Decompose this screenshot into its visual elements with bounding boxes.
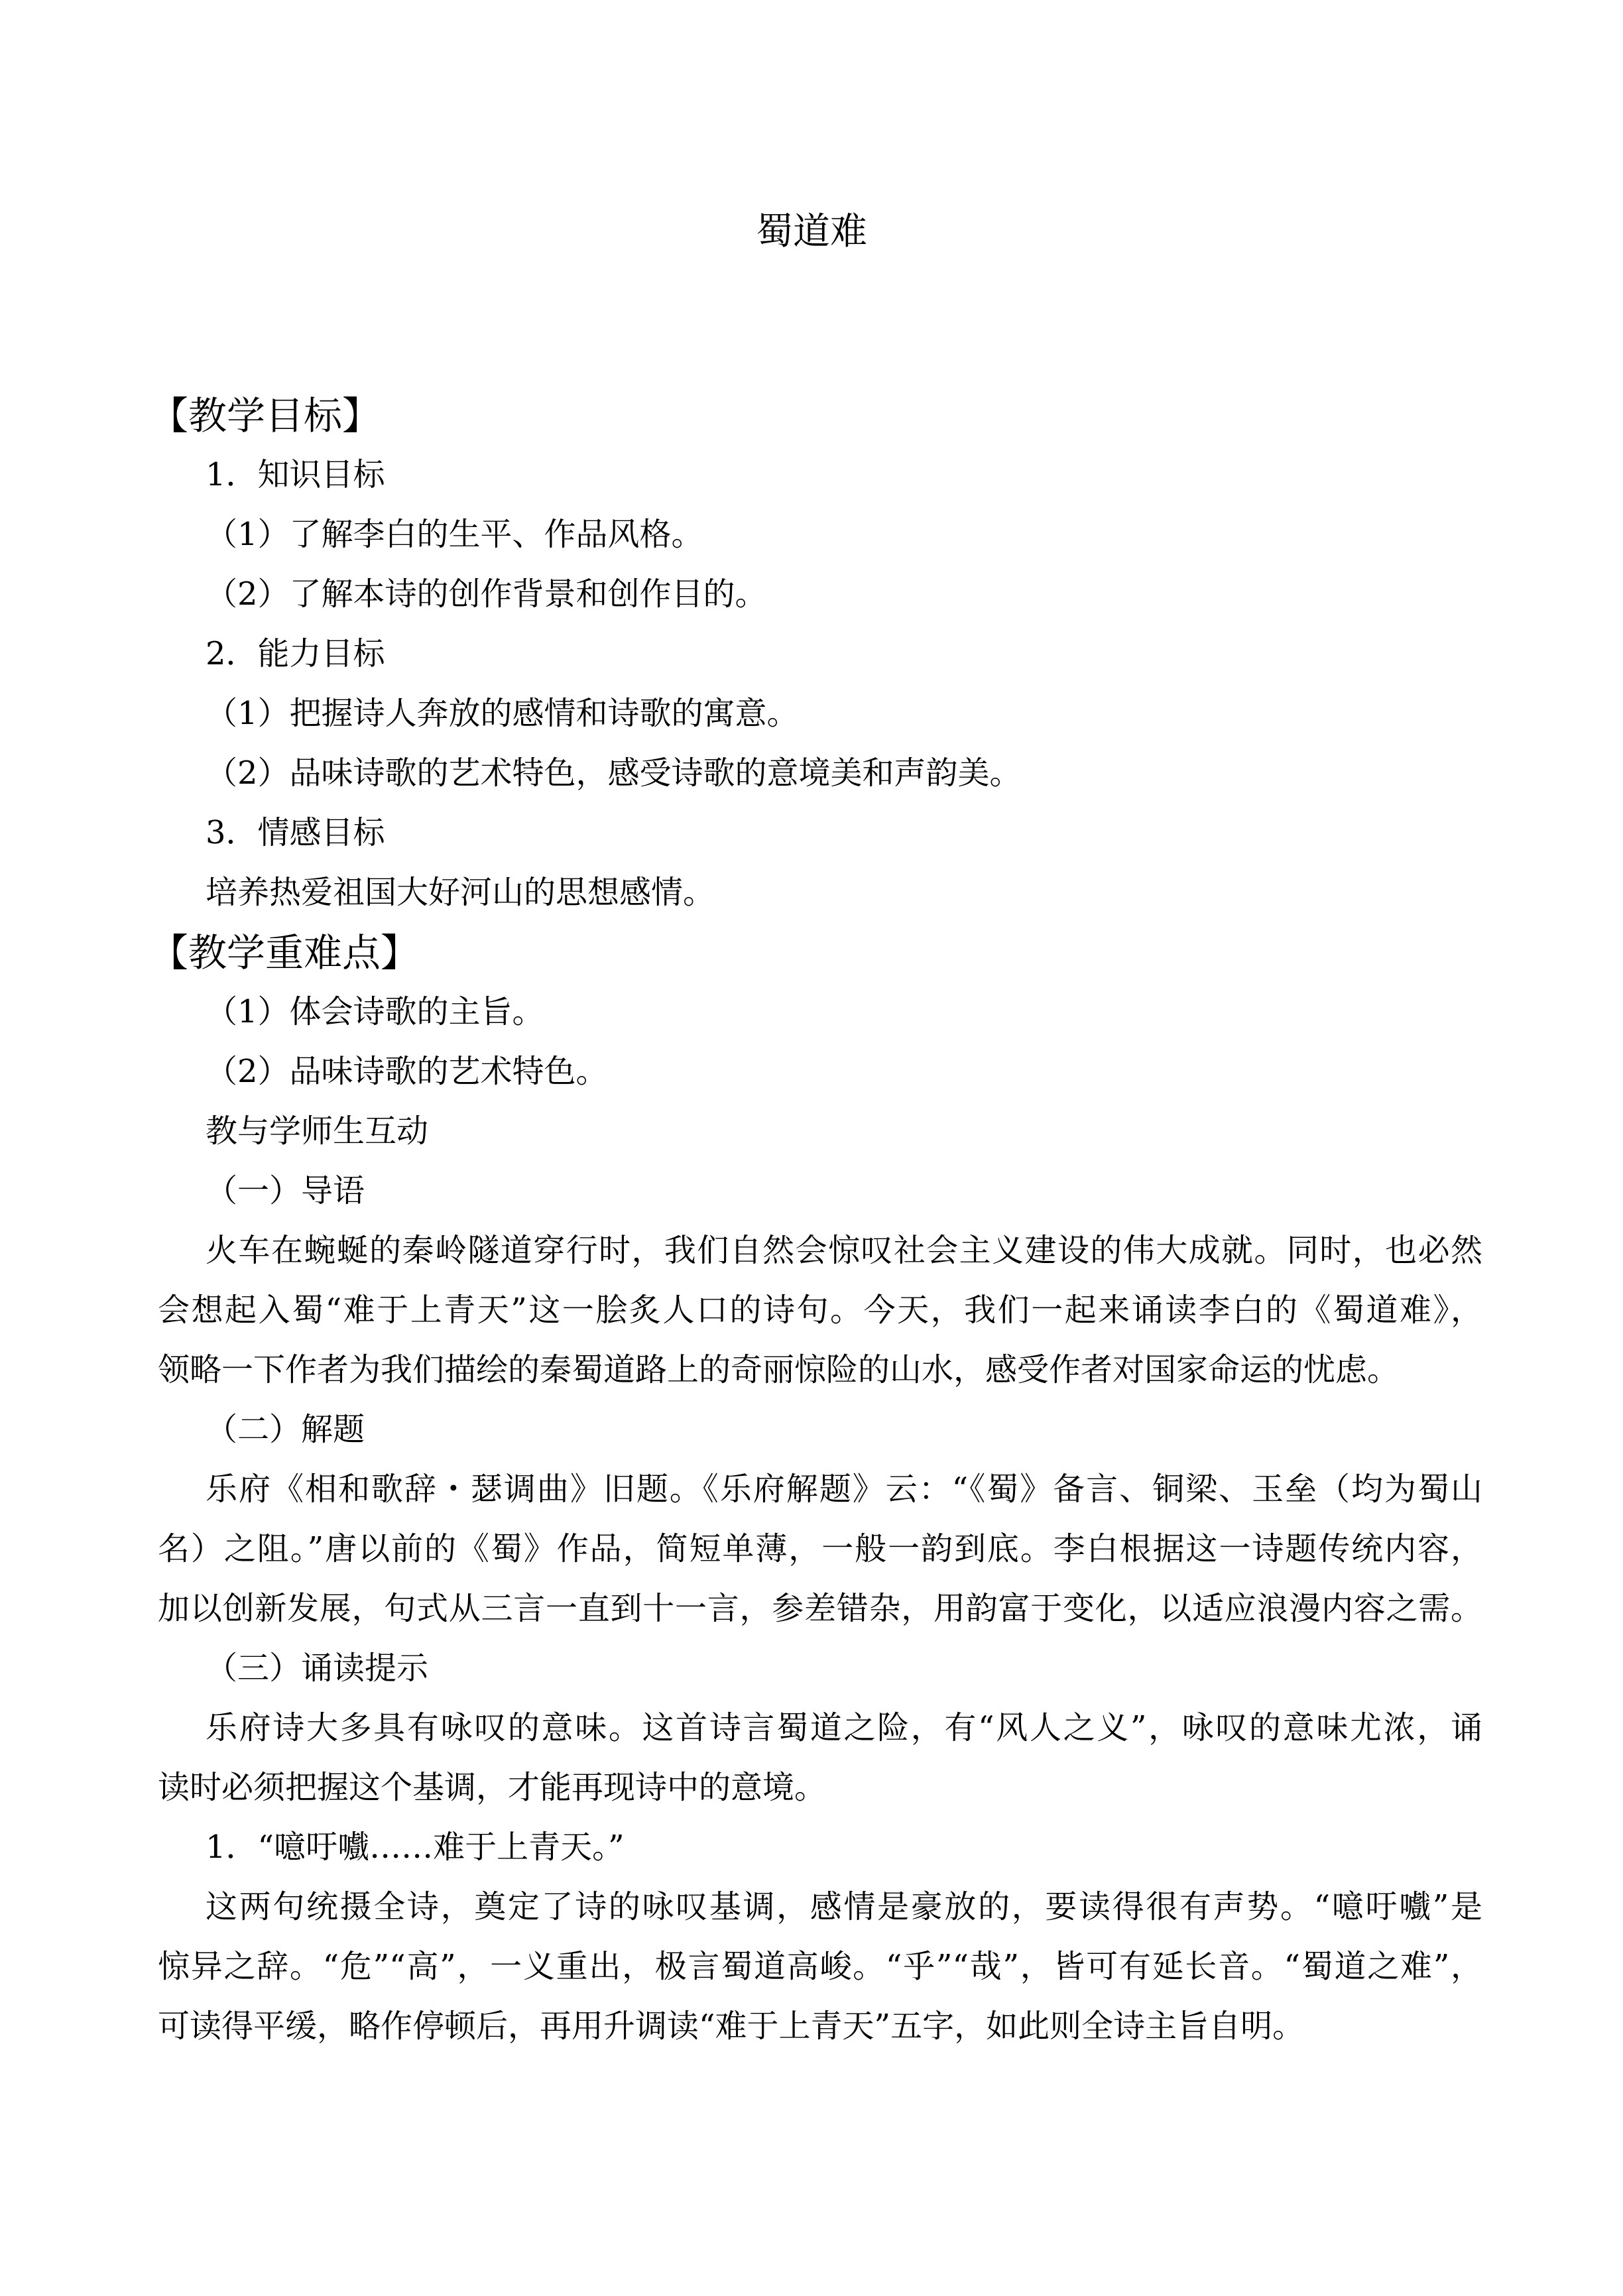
paragraph: （2）了解本诗的创作背景和创作目的。 (206, 575, 767, 613)
paragraph: （1）把握诗人奔放的感情和诗歌的寓意。 (206, 695, 799, 732)
paragraph: 名）之阻。”唐以前的《蜀》作品，简短单薄，一般一韵到底。李白根据这一诗题传统内容， (158, 1530, 1482, 1567)
paragraph: （二）解题 (206, 1411, 365, 1448)
paragraph: 2．能力目标 (206, 635, 385, 672)
paragraph: 加以创新发展，句式从三言一直到十一言，参差错杂，用韵富于变化，以适应浪漫内容之需。 (158, 1590, 1482, 1627)
paragraph: 可读得平缓，略作停顿后，再用升调读“难于上青天”五字，如此则全诗主旨自明。 (158, 2008, 1305, 2045)
paragraph: （1）了解李白的生平、作品风格。 (206, 516, 703, 553)
paragraph: 1．“噫吁嚱……难于上青天。” (206, 1829, 625, 1866)
paragraph: （一）导语 (206, 1172, 365, 1209)
section-heading-key-difficulties: 【教学重难点】 (150, 930, 420, 975)
paragraph: （2）品味诗歌的艺术特色，感受诗歌的意境美和声韵美。 (206, 755, 1022, 792)
paragraph: 培养热爱祖国大好河山的思想感情。 (206, 874, 715, 911)
paragraph: 教与学师生互动 (206, 1113, 429, 1150)
paragraph: （1）体会诗歌的主旨。 (206, 993, 544, 1030)
paragraph: 乐府《相和歌辞・瑟调曲》旧题。《乐府解题》云：“《蜀》备言、铜梁、玉垒（均为蜀山 (206, 1471, 1482, 1508)
document-title: 蜀道难 (756, 210, 867, 253)
paragraph: 领略一下作者为我们描绘的秦蜀道路上的奇丽惊险的山水，感受作者对国家命运的忧虑。 (158, 1351, 1400, 1388)
paragraph: 惊异之辞。“危”“高”，一义重出，极言蜀道高峻。“乎”“哉”，皆可有延长音。“蜀道之难”， (158, 1948, 1482, 1985)
paragraph: （三）诵读提示 (206, 1650, 429, 1687)
paragraph: （2）品味诗歌的艺术特色。 (206, 1053, 608, 1090)
paragraph: 会想起入蜀“难于上青天”这一脍炙人口的诗句。今天，我们一起来诵读李白的《蜀道难》， (158, 1292, 1482, 1329)
paragraph: 读时必须把握这个基调，才能再现诗中的意境。 (158, 1769, 827, 1806)
paragraph: 乐府诗大多具有咏叹的意味。这首诗言蜀道之险，有“风人之义”，咏叹的意味尤浓，诵 (206, 1709, 1482, 1746)
paragraph: 1．知识目标 (206, 456, 385, 493)
section-heading-teaching-goals: 【教学目标】 (150, 393, 381, 438)
paragraph: 3．情感目标 (206, 814, 385, 851)
paragraph: 火车在蜿蜒的秦岭隧道穿行时，我们自然会惊叹社会主义建设的伟大成就。同时，也必然 (206, 1232, 1482, 1269)
paragraph: 这两句统摄全诗，奠定了诗的咏叹基调，感情是豪放的，要读得很有声势。“噫吁嚱”是 (206, 1888, 1482, 1925)
